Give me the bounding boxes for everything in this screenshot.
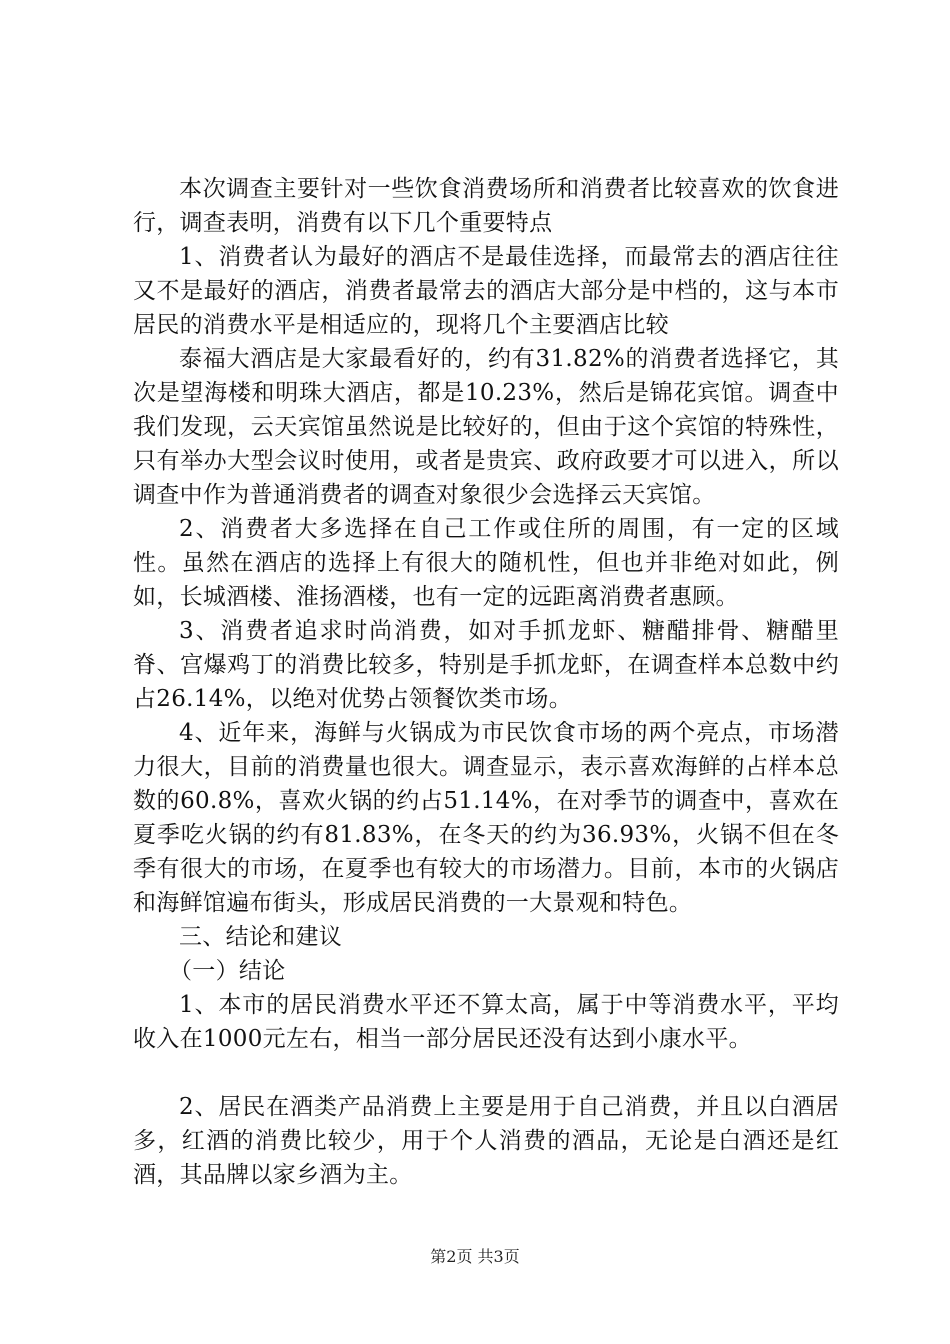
paragraph-intro: 本次调查主要针对一些饮食消费场所和消费者比较喜欢的饮食进行，调查表明，消费有以下几个重要特点: [133, 176, 839, 236]
paragraph-conclusion-2: 2、居民在酒类产品消费上主要是用于自己消费，并且以白酒居多，红酒的消费比较少，用于个人消费的酒品，无论是白酒还是红酒，其品牌以家乡酒为主。: [133, 1094, 839, 1188]
document-body: [133, 172, 839, 1192]
paragraph-hotel-ranking: 泰福大酒店是大家最看好的，约有31.82%的消费者选择它，其次是望海楼和明珠大酒店，都是10.23%，然后是锦花宾馆。调查中我们发现，云天宾馆虽然说是比较好的，但由于这个宾馆的特殊性，只有举办大型会议时使用，或者是贵宾、政府政要才可以进入，所以调查中作为普通消费者的调查对象很少会选择云天宾馆。: [133, 346, 839, 508]
subsection-heading-conclusion: （一）结论: [169, 958, 286, 984]
blank-line: [133, 1056, 839, 1090]
page-number-footer: 第2页 共3页: [430, 1247, 520, 1266]
section-heading-conclusions: 三、结论和建议: [179, 924, 343, 950]
paragraph-point-2: 2、消费者大多选择在自己工作或住所的周围，有一定的区域性。虽然在酒店的选择上有很大的随机性，但也并非绝对如此，例如，长城酒楼、淮扬酒楼，也有一定的远距离消费者惠顾。: [133, 516, 839, 610]
paragraph-point-4: 4、近年来，海鲜与火锅成为市民饮食市场的两个亮点，市场潜力很大，目前的消费量也很大。调查显示，表示喜欢海鲜的占样本总数的60.8%，喜欢火锅的约占51.14%，在对季节的调查中，喜欢在夏季吃火锅的约有81.83%，在冬天的约为36.93%，火锅不但在冬季有很大的市场，在夏季也有较大的市场潜力。目前，本市的火锅店和海鲜馆遍布街头，形成居民消费的一大景观和特色。: [133, 720, 839, 916]
paragraph-point-1: 1、消费者认为最好的酒店不是最佳选择，而最常去的酒店往往又不是最好的酒店，消费者最常去的酒店大部分是中档的，这与本市居民的消费水平是相适应的，现将几个主要酒店比较: [133, 244, 839, 338]
paragraph-conclusion-1: 1、本市的居民消费水平还不算太高，属于中等消费水平，平均收入在1000元左右，相当一部分居民还没有达到小康水平。: [133, 992, 839, 1052]
paragraph-point-3: 3、消费者追求时尚消费，如对手抓龙虾、糖醋排骨、糖醋里脊、宫爆鸡丁的消费比较多，特别是手抓龙虾，在调查样本总数中约占26.14%，以绝对优势占领餐饮类市场。: [133, 618, 839, 712]
